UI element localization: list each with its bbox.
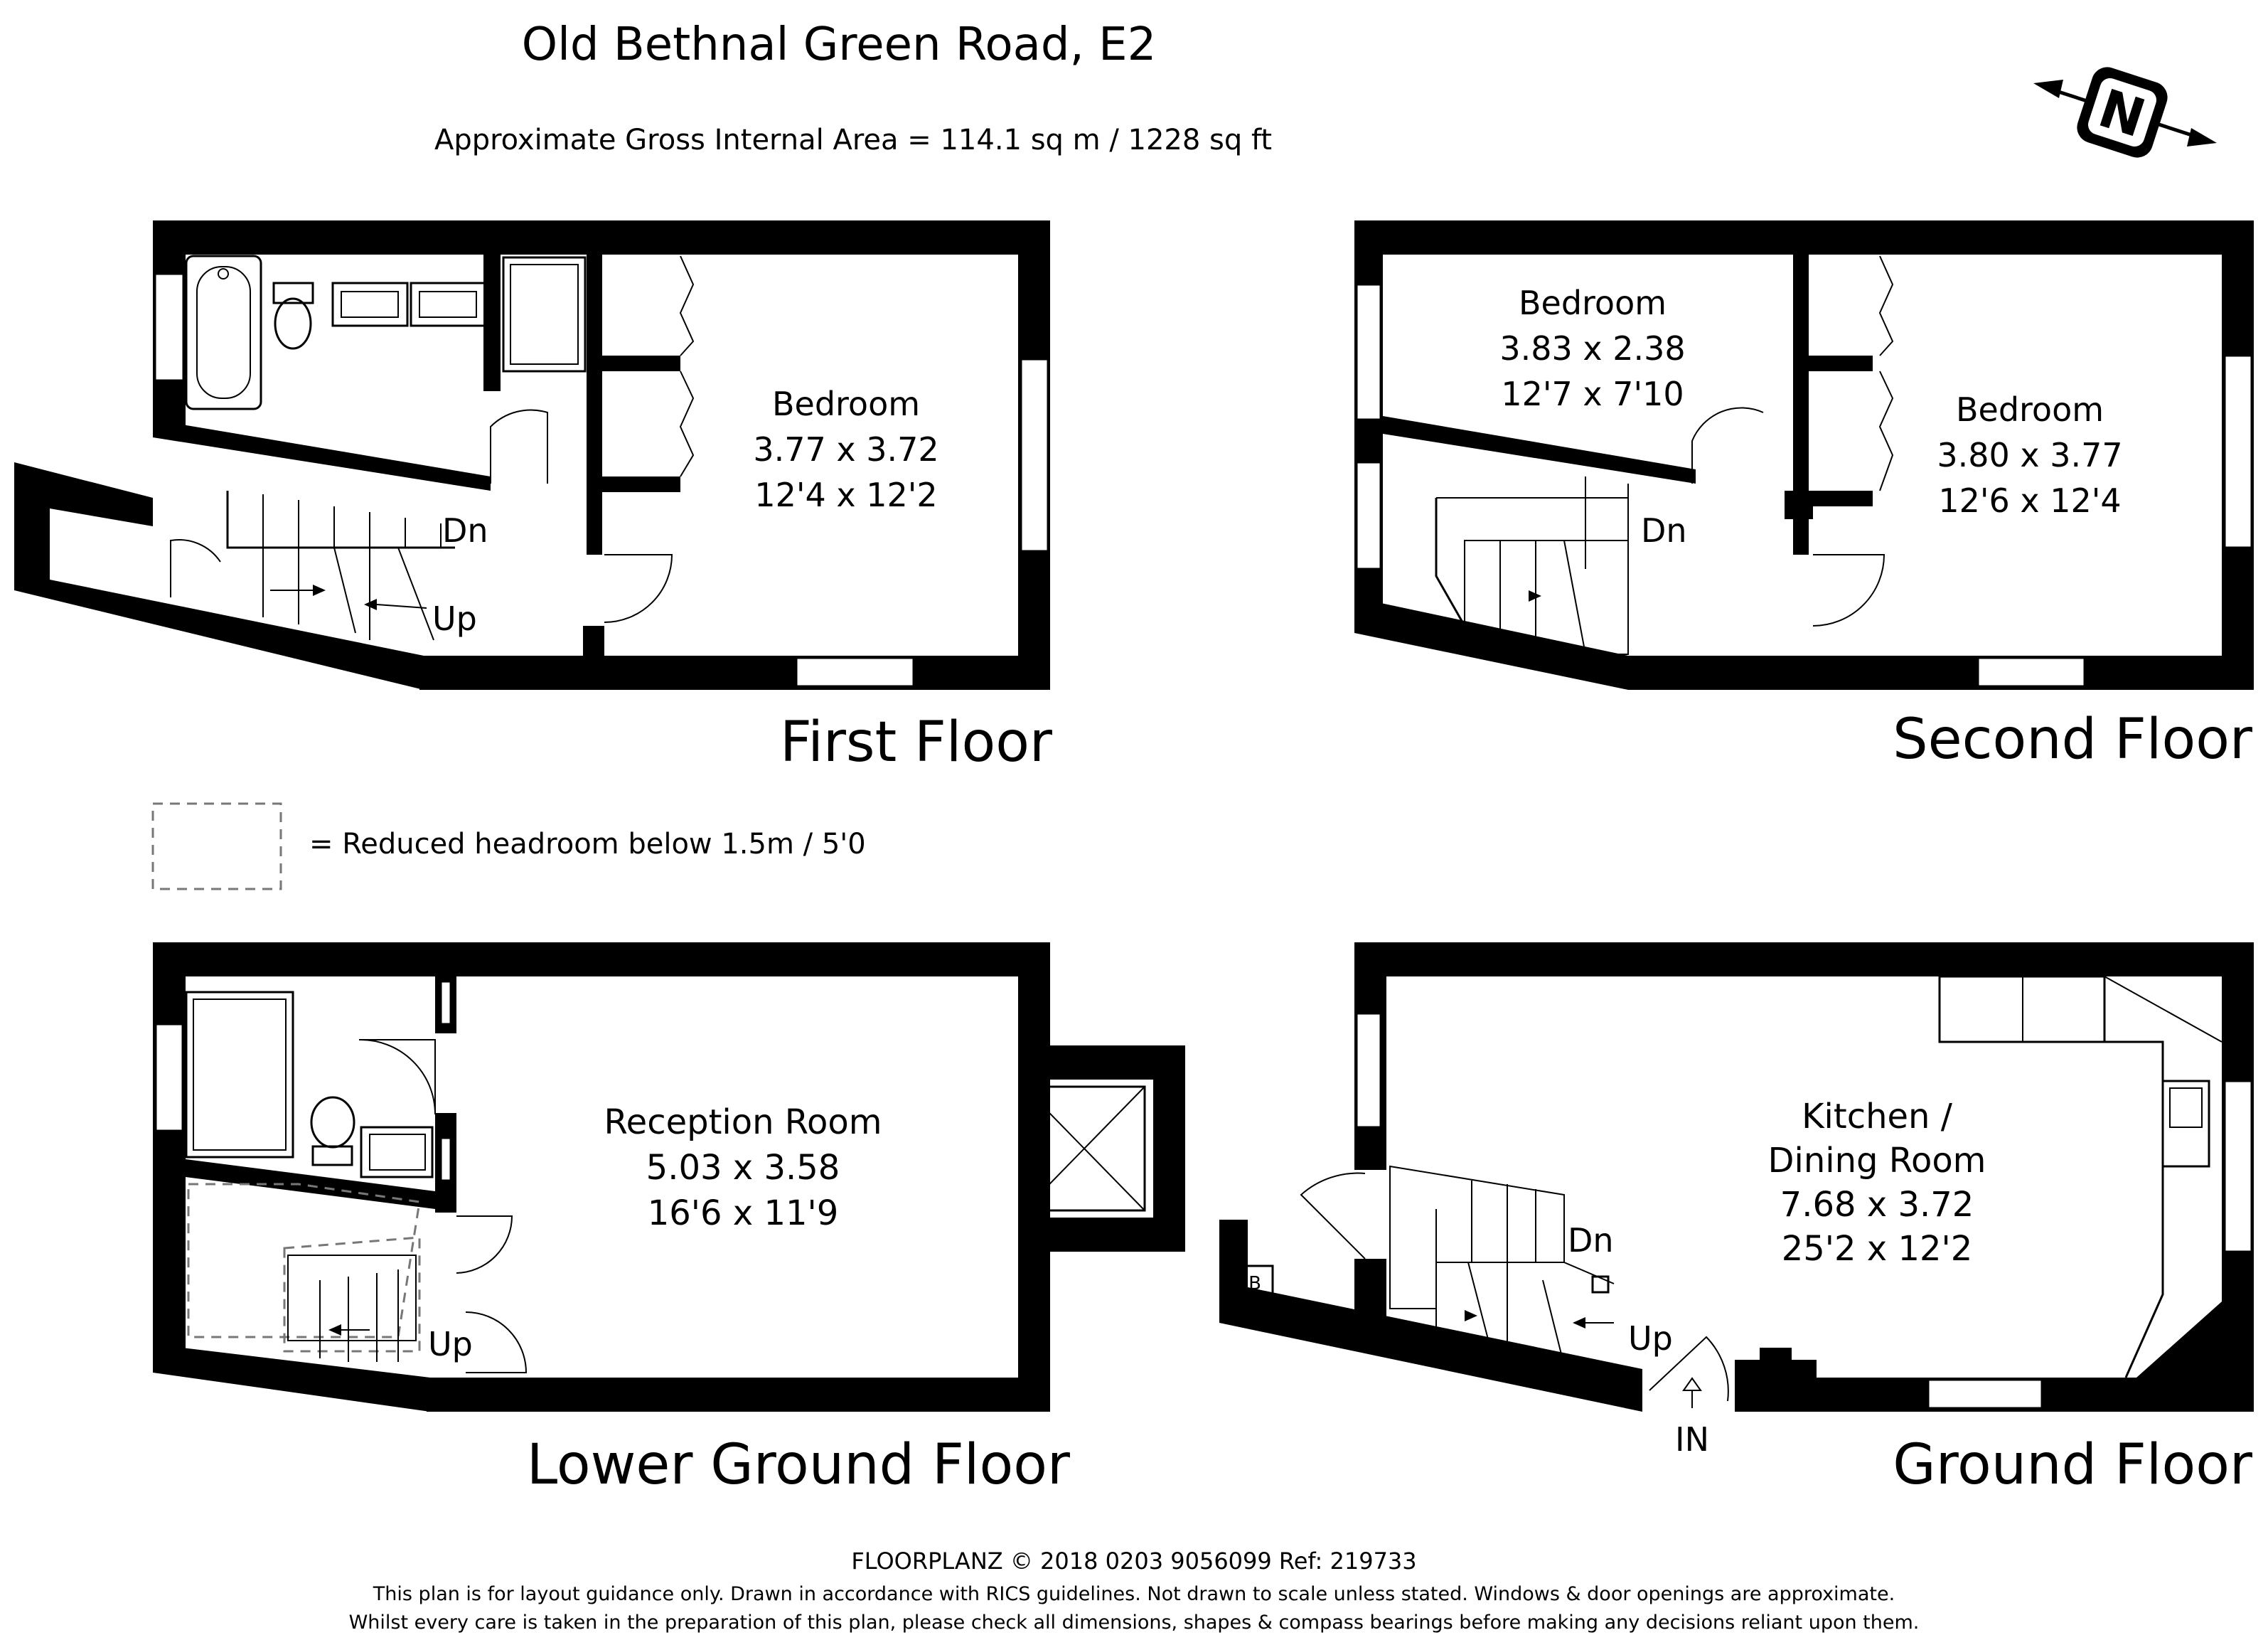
second-bedroom-a-imperial: 12'7 x 7'10 — [1501, 375, 1684, 413]
reception-imperial: 16'6 x 11'9 — [647, 1193, 839, 1233]
compass-icon — [2033, 63, 2217, 162]
footer-company: FLOORPLANZ © 2018 0203 9056099 Ref: 219733 — [851, 1548, 1417, 1575]
kitchen-label-2: Dining Room — [1767, 1141, 1986, 1181]
second-bedroom-a-metric: 3.83 x 2.38 — [1499, 329, 1686, 368]
second-stairs-down: Dn — [1641, 511, 1687, 550]
kitchen-imperial: 25'2 x 12'2 — [1781, 1229, 1973, 1269]
first-stairs-down: Dn — [442, 511, 488, 550]
entrance-label: IN — [1675, 1420, 1709, 1459]
ground-stairs-up: Up — [1628, 1319, 1673, 1358]
first-floor-name: First Floor — [780, 710, 1052, 774]
plan-title: Old Bethnal Green Road, E2 — [521, 18, 1157, 71]
first-bedroom-metric: 3.77 x 3.72 — [753, 430, 939, 469]
reception-metric: 5.03 x 3.58 — [646, 1148, 840, 1188]
first-stairs-up: Up — [432, 600, 477, 638]
ground-stairs-down: Dn — [1568, 1221, 1614, 1260]
footer-disclaimer-2: Whilst every care is taken in the preparation of this plan, please check all dimensions, shapes & compass bearings before making any decisions reliant upon them. — [348, 1612, 1920, 1634]
first-bedroom-label: Bedroom — [771, 385, 921, 423]
kitchen-label-1: Kitchen / — [1802, 1097, 1952, 1136]
gross-internal-area: Approximate Gross Internal Area = 114.1 sq m / 1228 sq ft — [434, 124, 1273, 156]
first-bedroom-imperial: 12'4 x 12'2 — [754, 476, 938, 514]
ground-floor-plan — [1219, 942, 2254, 1412]
legend-text: = Reduced headroom below 1.5m / 5'0 — [309, 828, 866, 861]
footer-disclaimer-1: This plan is for layout guidance only. Drawn in accordance with RICS guidelines. Not drawn to scale unless stated. Windows & door openings are approximate. — [373, 1583, 1895, 1605]
ground-floor-name: Ground Floor — [1893, 1433, 2252, 1497]
reduced-headroom-swatch — [153, 804, 281, 889]
reception-label: Reception Room — [604, 1102, 882, 1142]
lower-ground-floor-name: Lower Ground Floor — [526, 1433, 1070, 1497]
compass-letter: N — [2091, 78, 2153, 150]
kitchen-metric: 7.68 x 3.72 — [1780, 1185, 1974, 1225]
second-bedroom-a-label: Bedroom — [1518, 284, 1667, 322]
second-bedroom-b-imperial: 12'6 x 12'4 — [1938, 481, 2122, 520]
second-bedroom-b-metric: 3.80 x 3.77 — [1937, 436, 2123, 474]
lower-stairs-up: Up — [428, 1325, 473, 1363]
boiler-label: B — [1248, 1273, 1261, 1294]
second-floor-name: Second Floor — [1893, 708, 2252, 772]
second-bedroom-b-label: Bedroom — [1955, 390, 2104, 429]
